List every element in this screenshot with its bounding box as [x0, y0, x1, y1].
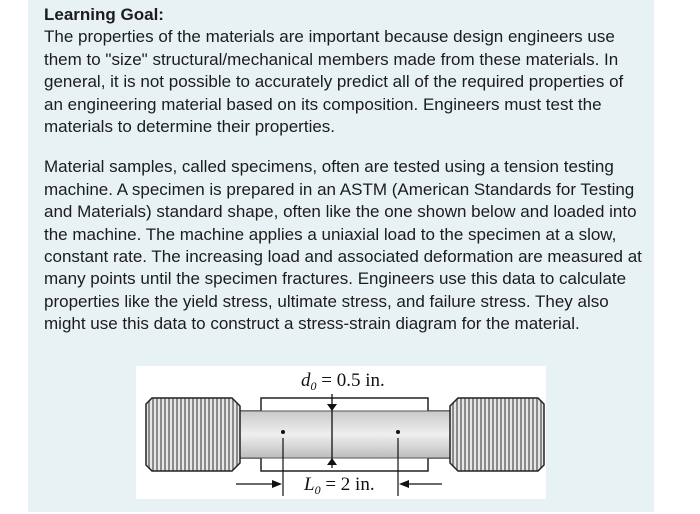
- gauge-length-label: $L_0 = 2$ in.: [304, 474, 375, 497]
- specimen-diagram: [136, 366, 546, 499]
- diameter-label: $d_0 = 0.5$ in.: [301, 370, 385, 393]
- left-threaded-grip: [146, 398, 240, 471]
- specimen-body: [236, 398, 454, 471]
- gauge-length-arrow-left: [236, 480, 282, 488]
- gauge-length-arrow-right: [399, 480, 442, 488]
- right-threaded-grip: [450, 398, 544, 471]
- problem-text: [44, 0, 644, 336]
- paragraph-specimens: Material samples, called specimens, often are tested using a tension testing machine. A specimen is prepared in an ASTM (American Standards for Testing and Materials) standard shape, often like the one shown below and loaded into the machine. The machine applies a uniaxial load to the specimen at a slow, constant rate. The increasing load and associated deformation are measured at many points until the specimen fractures. Engineers use this data to calculate properties like the yield stress, ultimate stress, and failure stress. They also might use this data to construct a stress-strain diagram for the material.: [44, 157, 642, 334]
- paragraph-properties: The properties of the materials are important because design engineers use them to "size" structural/mechanical members made from these materials. In general, it is not possible to accurately predict all of the required properties of an engineering material based on its composition. Engineers must test the materials to determine their properties.: [44, 27, 624, 137]
- gauge-mark-left: [281, 430, 285, 434]
- gauge-mark-right: [396, 430, 400, 434]
- learning-goal-heading: Learning Goal:: [44, 5, 164, 24]
- tension-specimen-figure: [136, 366, 546, 499]
